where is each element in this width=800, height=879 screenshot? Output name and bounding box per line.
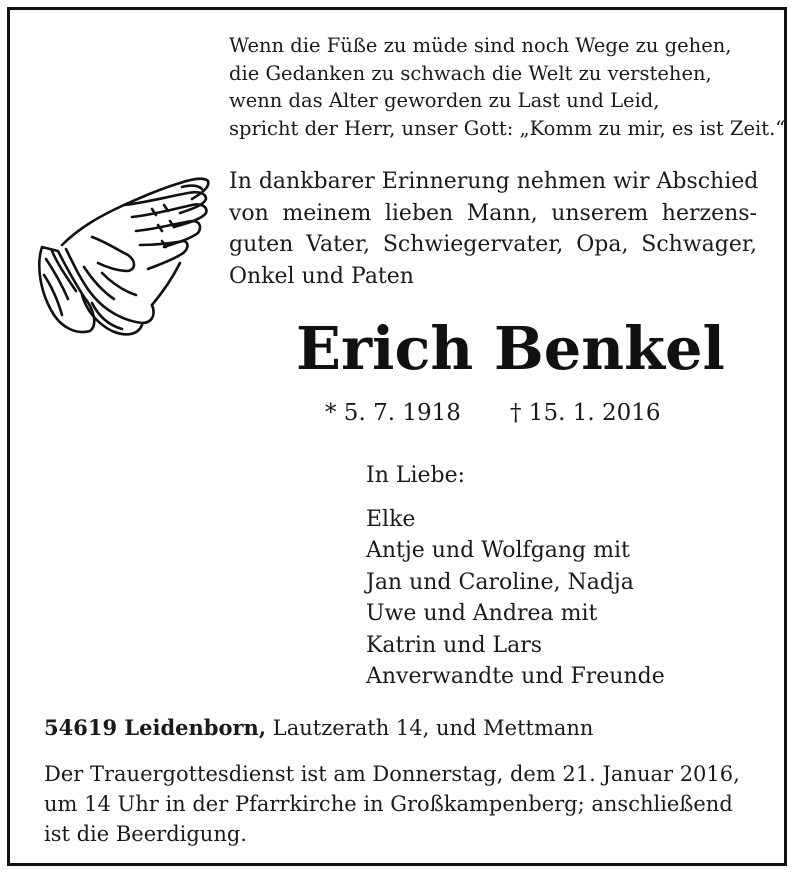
poem	[229, 32, 786, 142]
intro-line: In dankbarer Erinnerung nehmen wir Abschied	[229, 169, 759, 194]
mourners-heading: In Liebe:	[366, 463, 466, 488]
address-details: Lautzerath 14, und Mettmann	[266, 716, 594, 740]
poem-line: spricht der Herr, unser Gott: „Komm zu mir, es ist Zeit.“	[229, 116, 786, 140]
mourner: Jan und Caroline, Nadja	[366, 569, 634, 595]
praying-hands-icon	[32, 175, 217, 345]
address-city: 54619 Leidenborn,	[44, 715, 267, 740]
deceased-name: Erich Benkel	[296, 314, 725, 383]
mourner: Elke	[366, 506, 416, 532]
poem-line: Wenn die Füße zu müde sind noch Wege zu gehen,	[229, 34, 732, 57]
mourner: Antje und Wolfgang mit	[366, 538, 630, 563]
mourner: Anverwandte und Freunde	[366, 664, 665, 689]
service-line: ist die Beerdigung.	[44, 822, 247, 846]
mourner: Katrin und Lars	[366, 632, 543, 658]
intro-line: von meinem lieben Mann, unserem herzens-	[229, 200, 757, 226]
intro-line: guten Vater, Schwiegervater, Opa, Schwager,	[229, 232, 757, 257]
intro-text	[229, 166, 757, 292]
service-line: Der Trauergottesdienst ist am Donnerstag, dem 21. Januar 2016,	[44, 762, 740, 786]
service-info	[44, 759, 764, 849]
poem-line: wenn das Alter geworden zu Last und Leid,	[229, 89, 660, 112]
birth-date: * 5. 7. 1918	[325, 400, 461, 426]
address	[44, 713, 764, 743]
mourner: Uwe und Andrea mit	[366, 601, 598, 626]
death-date: † 15. 1. 2016	[510, 400, 661, 426]
service-line: um 14 Uhr in der Pfarrkirche in Großkampenberg; anschließend	[44, 792, 733, 816]
poem-line: die Gedanken zu schwach die Welt zu verstehen,	[229, 61, 712, 85]
mourners-list	[366, 460, 766, 693]
intro-line: Onkel und Paten	[229, 263, 414, 289]
